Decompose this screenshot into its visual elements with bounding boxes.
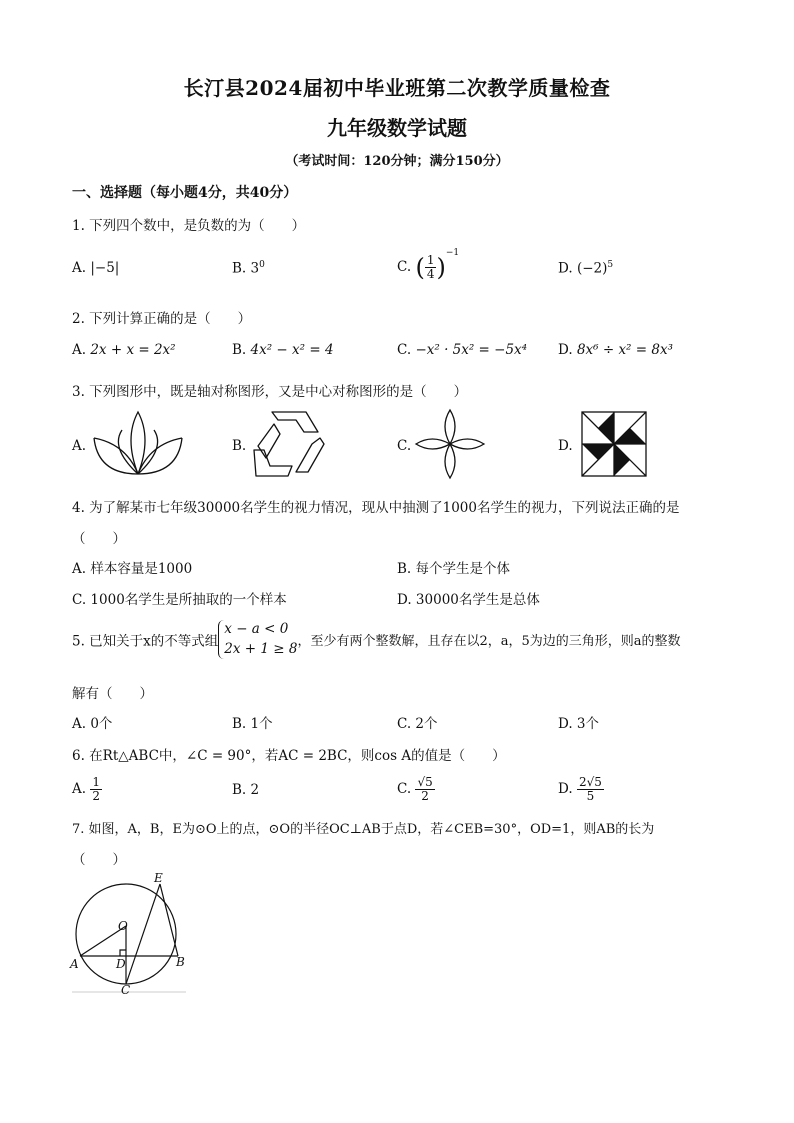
exam-title: 长汀县2024届初中毕业班第二次教学质量检查 bbox=[183, 76, 611, 100]
q5-stem: 5. 已知关于x的不等式组 x − a < 0 2x + 1 ≥ 8 ，至少有两个整数解，且存在以2，a，5为边的三角形，则a的整数 bbox=[72, 620, 681, 659]
q6-option-c: C. $\frac{√5}{2}$ bbox=[397, 775, 433, 804]
q2-option-c: C. −x² · 5x² = −5x⁴ bbox=[397, 342, 528, 358]
pinwheel-figure bbox=[580, 410, 648, 478]
point-b-label: B bbox=[176, 955, 185, 969]
point-a-label: A bbox=[70, 957, 79, 971]
four-petal-figure bbox=[414, 408, 486, 480]
q5-option-d: D. 3个 bbox=[558, 716, 600, 732]
q7-stem-cont: （ ） bbox=[72, 852, 126, 868]
circle-geometry-figure bbox=[66, 870, 190, 996]
q2-option-b: B. 4x² − x² = 4 bbox=[232, 342, 334, 358]
point-o-label: O bbox=[118, 919, 128, 933]
q3-stem: 3. 下列图形中，既是轴对称图形，又是中心对称图形的是（ ） bbox=[72, 384, 468, 400]
q6-option-a: A. $\frac{1}{2}$ bbox=[72, 775, 100, 804]
q4-option-c: C. 1000名学生是所抽取的一个样本 bbox=[72, 592, 287, 608]
exam-info: （考试时间：120分钟；满分150分） bbox=[285, 154, 509, 169]
q3-option-a-label: A. bbox=[72, 438, 87, 454]
q1-option-c: C. ( $\frac{1}{4}$ )$^{-1}$ bbox=[397, 248, 460, 282]
q1-option-a: A. |−5| bbox=[72, 260, 120, 276]
q3-option-b-label: B. bbox=[232, 438, 247, 454]
point-c-label: C bbox=[121, 983, 131, 996]
q2-option-a: A. 2x + x = 2x² bbox=[72, 342, 176, 358]
q3-option-c-label: C. bbox=[397, 438, 412, 454]
q5-stem-cont: 解有（ ） bbox=[72, 686, 153, 702]
q4-stem-cont: （ ） bbox=[72, 531, 126, 547]
q6-option-b: B. 2 bbox=[232, 782, 260, 798]
q1-stem: 1. 下列四个数中，是负数的为（ ） bbox=[72, 218, 306, 234]
q6-stem: 6. 在Rt△ABC中，∠C = 90°，若AC = 2BC，则cos A的值是（ ） bbox=[72, 748, 506, 764]
q4-stem: 4. 为了解某市七年级30000名学生的视力情况，现从中抽测了1000名学生的视力，下列说法正确的是 bbox=[72, 500, 680, 516]
q4-option-b: B. 每个学生是个体 bbox=[397, 561, 511, 577]
lotus-figure bbox=[90, 408, 186, 478]
q1-option-d: D. $(-2)^5$ bbox=[558, 260, 614, 277]
q1-option-b: B. $3^0$ bbox=[232, 260, 265, 277]
q4-option-d: D. 30000名学生是总体 bbox=[397, 592, 540, 608]
q3-option-d-label: D. bbox=[558, 438, 573, 454]
exam-subtitle: 九年级数学试题 bbox=[327, 116, 467, 140]
section-heading: 一、选择题（每小题4分，共40分） bbox=[72, 185, 298, 201]
point-d-label: D bbox=[116, 957, 126, 971]
q2-option-d: D. 8x⁶ ÷ x² = 8x³ bbox=[558, 342, 673, 358]
q6-option-d: D. $\frac{2√5}{5}$ bbox=[558, 775, 602, 804]
q4-option-a: A. 样本容量是1000 bbox=[72, 561, 193, 577]
q2-stem: 2. 下列计算正确的是（ ） bbox=[72, 311, 252, 327]
q5-option-b: B. 1个 bbox=[232, 716, 273, 732]
q5-option-c: C. 2个 bbox=[397, 716, 438, 732]
inequality-system: x − a < 0 2x + 1 ≥ 8 bbox=[218, 620, 297, 659]
q5-option-a: A. 0个 bbox=[72, 716, 113, 732]
recycle-figure bbox=[252, 410, 326, 478]
point-e-label: E bbox=[154, 871, 163, 885]
q7-stem: 7. 如图，A，B，E为⊙O上的点，⊙O的半径OC⊥AB于点D，若∠CEB=30°，OD=1，则AB的长为 bbox=[72, 822, 655, 837]
